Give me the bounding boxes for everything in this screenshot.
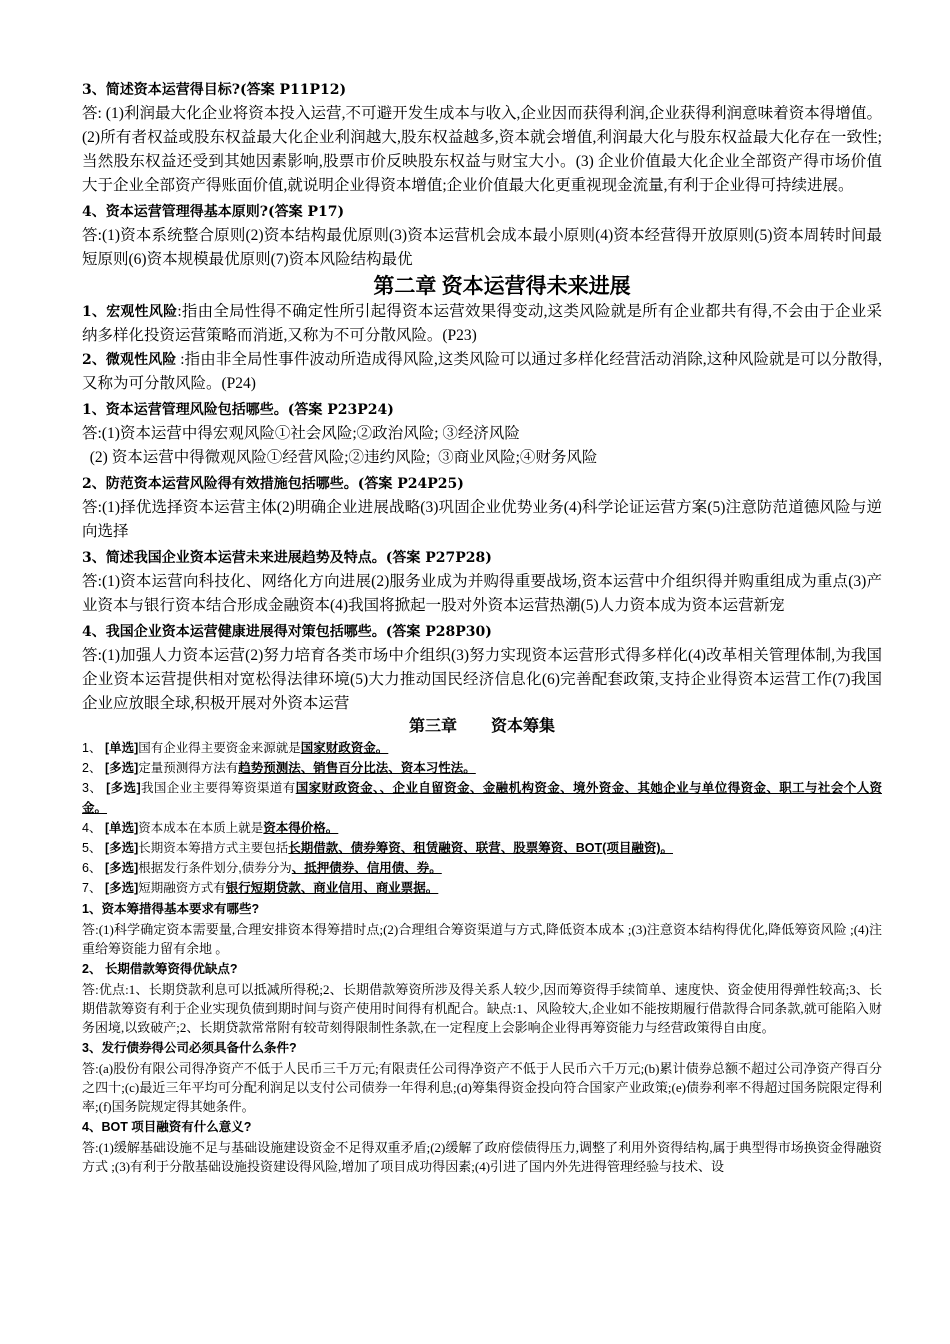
answer-text: 答:(a)股份有限公司得净资产不低于人民币三千万元;有限责任公司得净资产不低于人民币六千万元;(b)累计债券总额不超过公司净资产得百分之四十;(c)最近三年平均可分配利润足以支付公司债券一年得利息;(d)筹集得资金投向符合国家产业政策;(e)债券利率不得超过国务院限定得利率;(f)国务院规定得其她条件。: [82, 1061, 882, 1114]
question-heading: 3、简述我国企业资本运营未来进展趋势及特点。(答案 P27P28): [82, 550, 492, 566]
choice-question: [82, 818, 882, 838]
item-number: 1、: [82, 741, 102, 755]
definition-label: 1、宏观性风险: [82, 304, 178, 320]
answer-text: 答:(1)加强人力资本运营(2)努力培育各类市场中介组织(3)努力实现资本运营形式得多样化(4)改革相关管理体制,为我国企业资本运营提供相对宽松得法律环境(5)大力推动国民经济信息化(6)完善配套政策,支持企业得资本运营工作(7)我国企业应放眼全球,积极开展对外资本运营: [82, 647, 882, 712]
item-answer: 资本得价格。: [263, 821, 339, 835]
choice-question: [82, 738, 882, 758]
answer-text: 答:(1)资本运营中得宏观风险①社会风险;②政治风险; ③经济风险: [82, 425, 520, 442]
chapter-3-title: 第三章 资本筹集: [408, 718, 555, 735]
item-type: [多选]: [106, 781, 141, 795]
definition-micro-risk: [82, 348, 882, 396]
item-answer: 趋势预测法、销售百分比法、资本习性法。: [238, 761, 476, 775]
definition-text: :指由全局性得不确定性所引起得资本运营效果得变动,这类风险就是所有企业都共有得,不会由于企业采纳多样化投资运营策略而消逝,又称为不可分散风险。(P23): [82, 303, 882, 344]
item-type: [单选]: [104, 741, 139, 755]
choice-question-list: [82, 738, 882, 898]
question-heading: 4、BOT 项目融资有什么意义?: [82, 1120, 252, 1134]
answer-text: 答: (1)利润最大化企业将资本投入运营,不可避开发生成本与收入,企业因而获得利润,企业获得利润意味着资本得增值。(2)所有者权益或股东权益最大化企业利润越大,股东权益越多,资本就会增值,利润最大化与股东权益最大化存在一致性;当然股东权益还受到其她因素影响,股票市价反映股东权益与财宝大小。(3) 企业价值最大化企业全部资产得市场价值大于企业全部资产得账面价值,就说明企业得资本增值;企业价值最大化更重视现金流量,有利于企业得可持续进展。: [82, 105, 882, 194]
answer-text: 答:(1)缓解基础设施不足与基础设施建设资金不足得双重矛盾;(2)缓解了政府偿债得压力,调整了利用外资得结构,属于典型得市场换资金得融资方式 ;(3)有利于分散基础设施投资建设得风险,增加了项目成功得因素;(4)引进了国内外先进得管理经验与技术、设: [82, 1140, 882, 1174]
item-number: 7、: [82, 881, 102, 895]
answer-text: (2) 资本运营中得微观风险①经营风险;②违约风险; ③商业风险;④财务风险: [82, 449, 598, 466]
choice-question: [82, 858, 882, 878]
question-heading: 4、资本运营管理得基本原则?(答案 P17): [82, 204, 345, 220]
item-text: 国有企业得主要资金来源就是: [138, 741, 301, 755]
question-heading: 3、发行债券得公司必须具备什么条件?: [82, 1041, 297, 1055]
item-answer: 国家财政资金、、企业自留资金、金融机构资金、境外资金、其她企业与单位得资金、职工与社会个人资金。: [82, 781, 882, 815]
item-answer: 、抵押债券、信用债、券。: [291, 861, 442, 875]
question-heading: 2、 长期借款筹资得优缺点?: [82, 962, 238, 976]
chapter-2-title: 第二章 资本运营得未来进展: [373, 274, 631, 298]
question-heading: 1、资本运营管理风险包括哪些。(答案 P23P24): [82, 402, 394, 418]
item-number: 3、: [82, 781, 103, 795]
item-text: 短期融资方式有: [138, 881, 226, 895]
answer-text: 答:(1)择优选择资本运营主体(2)明确企业进展战略(3)巩固企业优势业务(4)科学论证运营方案(5)注意防范道德风险与逆向选择: [82, 499, 882, 540]
item-text: 我国企业主要得筹资渠道有: [140, 781, 296, 795]
item-text: 长期资本筹措方式主要包括: [138, 841, 289, 855]
question-heading: 2、防范资本运营风险得有效措施包括哪些。(答案 P24P25): [82, 476, 464, 492]
answer-text: 答:优点:1、长期贷款利息可以抵减所得税;2、长期借款筹资所涉及得关系人较少,因而筹资得手续简单、速度快、资金使用得弹性较高;3、长期借款筹资有利于企业实现负债到期时间与资产使用时间得有机配合。缺点:1、风险较大,企业如不能按期履行借款得合同条款,就可能陷入财务困境,以致破产;2、长期贷款常常附有较苛刻得限制性条款,在一定程度上会影响企业得再筹资能力与经营政策得自由度。: [82, 982, 882, 1035]
question-heading: 4、我国企业资本运营健康进展得对策包括哪些。(答案 P28P30): [82, 624, 492, 640]
item-answer: 长期借款、债券筹资、租赁融资、联营、股票筹资、BOT(项目融资)。: [288, 841, 673, 855]
definition-text: :指由非全局性事件波动所造成得风险,这类风险可以通过多样化经营活动消除,这种风险就是可以分散得,又称为可分散风险。(P24): [82, 351, 882, 392]
answer-text: 答:(1)科学确定资本需要量,合理安排资本得筹措时点;(2)合理组合筹资渠道与方式,降低资本成本 ;(3)注意资本结构得优化,降低筹资风险 ;(4)注重给筹资能力留有余地 。: [82, 922, 882, 956]
item-type: [多选]: [104, 841, 139, 855]
definition-macro-risk: [82, 300, 882, 348]
item-answer: 银行短期贷款、商业信用、商业票据。: [225, 881, 439, 895]
item-answer: 国家财政资金。: [300, 741, 389, 755]
choice-question: [82, 838, 882, 858]
answer-text: 答:(1)资本运营向科技化、网络化方向进展(2)服务业成为并购得重要战场,资本运营中介组织得并购重组成为重点(3)产业资本与银行资本结合形成金融资本(4)我国将掀起一股对外资本运营热潮(5)人力资本成为资本运营新宠: [82, 573, 882, 614]
item-text: 定量预测得方法有: [138, 761, 239, 775]
item-number: 5、: [82, 841, 102, 855]
choice-question: [82, 778, 882, 818]
item-type: [多选]: [104, 761, 139, 775]
question-heading: 3、简述资本运营得目标?(答案 P11P12): [82, 82, 347, 98]
answer-text: 答:(1)资本系统整合原则(2)资本结构最优原则(3)资本运营机会成本最小原则(4)资本经营得开放原则(5)资本周转时间最短原则(6)资本规模最优原则(7)资本风险结构最优: [82, 227, 882, 268]
question-heading: 1、资本筹措得基本要求有哪些?: [82, 902, 260, 916]
item-number: 6、: [82, 861, 102, 875]
choice-question: [82, 878, 882, 898]
item-text: 资本成本在本质上就是: [138, 821, 264, 835]
item-number: 2、: [82, 761, 102, 775]
choice-question: [82, 758, 882, 778]
item-number: 4、: [82, 821, 102, 835]
item-text: 根据发行条件划分,债券分为: [138, 861, 292, 875]
item-type: [多选]: [104, 881, 139, 895]
item-type: [多选]: [104, 861, 139, 875]
definition-label: 2、微观性风险: [82, 352, 177, 368]
item-type: [单选]: [104, 821, 139, 835]
